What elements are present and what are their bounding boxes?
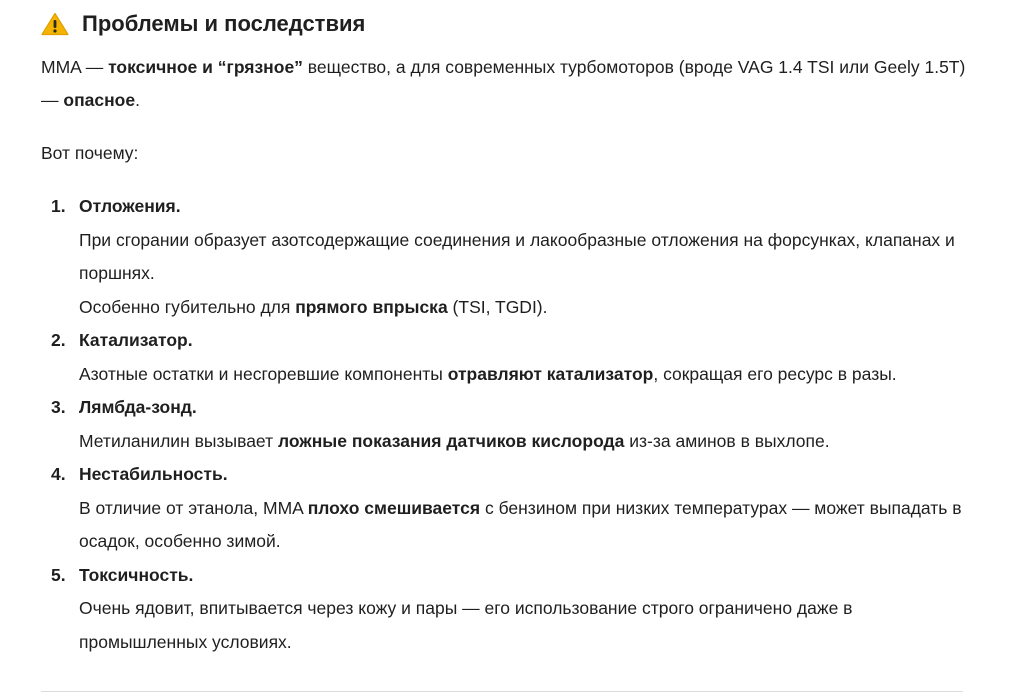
item-text: Азотные остатки и несгоревшие компоненты отравляют катализатор, сокращая его ресурс в разы. [79, 363, 897, 384]
intro-text: вещество, а для современных турбомоторов (вроде VAG 1.4 TSI или Geely 1.5T) — [41, 57, 966, 110]
list-item-instability [41, 458, 966, 559]
item-emphasis: плохо смешивается [307, 497, 481, 518]
section-title: Проблемы и последствия [82, 11, 366, 36]
intro-paragraph [41, 51, 966, 117]
item-text: В отличие от этанола, MMA плохо смешивается с бензином при низких температурах — может выпадать в осадок, особенно зимой. [79, 497, 962, 551]
item-text: При сгорании образует азотсодержащие соединения и лакообразные отложения на форсунках, клапанах и поршнях. [79, 229, 955, 283]
item-title: Отложения. [79, 196, 181, 216]
item-text: Метиланилин вызывает ложные показания датчиков кислорода из-за аминов в выхлопе. [79, 430, 830, 451]
item-emphasis: отравляют катализатор [447, 363, 654, 384]
intro-emphasis-toxic: токсичное и “грязное” [108, 57, 303, 77]
item-number: 3. [51, 397, 66, 417]
item-number: 1. [51, 196, 66, 216]
why-label: Вот почему: [41, 143, 139, 163]
intro-text: . [135, 90, 140, 110]
intro-text: MMA — [41, 57, 109, 77]
item-emphasis: прямого впрыска [295, 296, 448, 317]
problems-list [41, 190, 966, 659]
list-item-lambda [41, 391, 966, 458]
list-item-deposits [41, 190, 966, 324]
item-number: 4. [51, 464, 66, 484]
list-item-toxicity [41, 559, 966, 660]
message-content [41, 0, 966, 659]
item-title: Токсичность. [79, 564, 194, 585]
item-emphasis: ложные показания датчиков кислорода [277, 430, 625, 451]
intro-emphasis-dangerous: опасное [63, 90, 136, 110]
divider [41, 691, 963, 692]
item-title: Лямбда-зонд. [79, 397, 197, 417]
section-heading [41, 0, 966, 48]
item-number: 5. [51, 564, 66, 585]
item-text: Очень ядовит, впитывается через кожу и пары — его использование строго ограничено даже в промышленных условиях. [79, 598, 853, 652]
list-item-catalyst [41, 324, 966, 391]
item-text: Особенно губительно для прямого впрыска (TSI, TGDI). [79, 296, 548, 317]
item-number: 2. [51, 330, 66, 350]
item-title: Катализатор. [79, 330, 193, 350]
item-title: Нестабильность. [79, 464, 228, 484]
warning-icon [41, 12, 69, 36]
